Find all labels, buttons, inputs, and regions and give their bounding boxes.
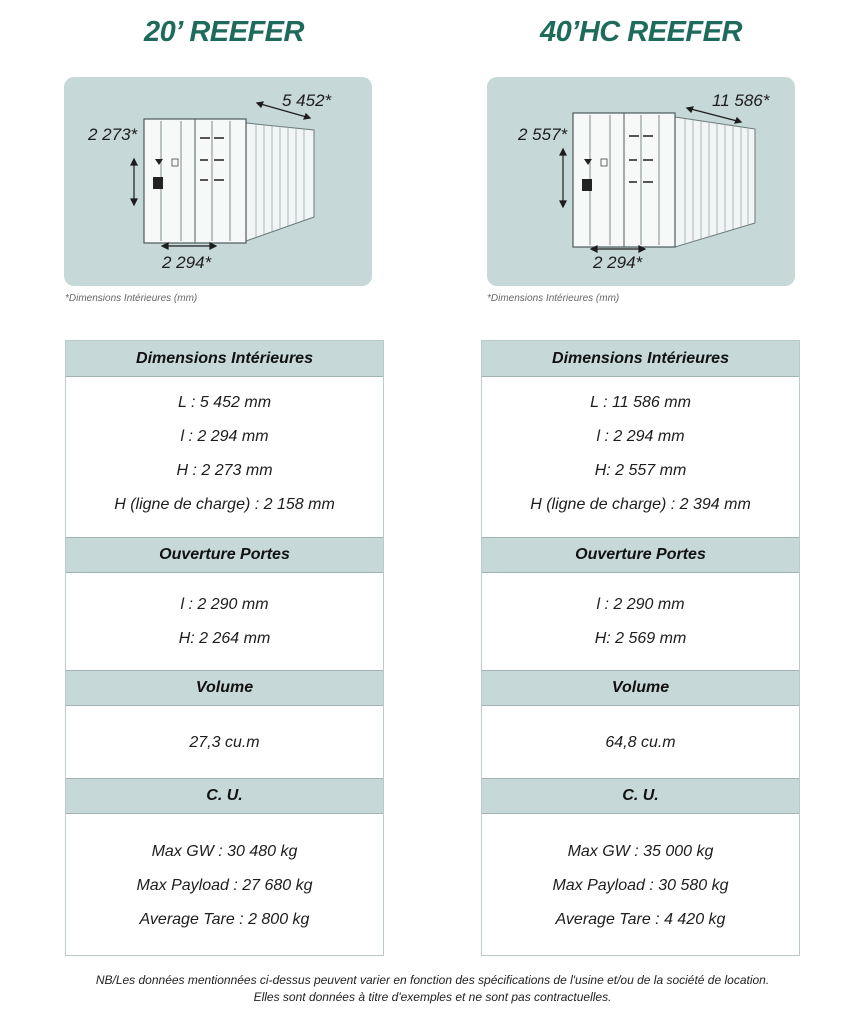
image-caption: *Dimensions Intérieures (mm): [487, 293, 620, 304]
spec-height: H: 2 557 mm: [594, 462, 687, 479]
section-header-volume: Volume: [66, 670, 383, 706]
container-illustration-40hc: [487, 77, 795, 286]
section-header-volume: Volume: [482, 670, 799, 706]
spec-volume: 64,8 cu.m: [605, 734, 676, 751]
spec-max-payload: Max Payload : 30 580 kg: [552, 877, 729, 894]
spec-max-payload: Max Payload : 27 680 kg: [136, 877, 313, 894]
spec-table-20-reefer: [65, 340, 384, 956]
height-dimension-label: 2 273*: [88, 125, 138, 144]
footer-disclaimer-line-2: Elles sont données à titre d'exemples et ne sont pas contractuelles.: [253, 990, 612, 1004]
footer-disclaimer-line-1: NB/Les données mentionnées ci-dessus peuvent varier en fonction des spécifications de l'usine et/ou de la société de location.: [95, 973, 770, 987]
spec-max-gw: Max GW : 35 000 kg: [567, 843, 714, 860]
section-header-doors: Ouverture Portes: [66, 537, 383, 573]
container-illustration-20: [64, 77, 372, 286]
spec-table-40hc-reefer: [481, 340, 800, 956]
spec-volume: 27,3 cu.m: [189, 734, 260, 751]
spec-load-line-height: H (ligne de charge) : 2 158 mm: [114, 496, 335, 513]
spec-length: L : 11 586 mm: [590, 394, 691, 411]
length-dimension-label: 11 586*: [712, 91, 770, 110]
spec-door-height: H: 2 569 mm: [594, 630, 687, 647]
spec-length: L : 5 452 mm: [177, 394, 272, 411]
section-header-doors: Ouverture Portes: [482, 537, 799, 573]
image-caption: *Dimensions Intérieures (mm): [65, 293, 198, 304]
section-header-dimensions: Dimensions Intérieures: [482, 341, 799, 377]
spec-average-tare: Average Tare : 2 800 kg: [139, 911, 310, 928]
section-header-cu: C. U.: [66, 778, 383, 814]
container-title-40hc-reefer: 40’HC REEFER: [540, 16, 742, 48]
spec-width: l : 2 294 mm: [596, 428, 685, 445]
section-header-cu: C. U.: [482, 778, 799, 814]
spec-door-height: H: 2 264 mm: [178, 630, 271, 647]
container-title-20-reefer: 20’ REEFER: [144, 16, 304, 48]
spec-average-tare: Average Tare : 4 420 kg: [555, 911, 726, 928]
spec-door-width: l : 2 290 mm: [596, 596, 685, 613]
length-dimension-label: 5 452*: [282, 91, 332, 110]
spec-door-width: l : 2 290 mm: [180, 596, 269, 613]
section-header-dimensions: Dimensions Intérieures: [66, 341, 383, 377]
width-dimension-label: 2 294*: [593, 253, 643, 272]
height-dimension-label: 2 557*: [518, 125, 568, 144]
width-dimension-label: 2 294*: [162, 253, 212, 272]
spec-load-line-height: H (ligne de charge) : 2 394 mm: [530, 496, 751, 513]
spec-max-gw: Max GW : 30 480 kg: [151, 843, 298, 860]
spec-height: H : 2 273 mm: [176, 462, 273, 479]
spec-width: l : 2 294 mm: [180, 428, 269, 445]
